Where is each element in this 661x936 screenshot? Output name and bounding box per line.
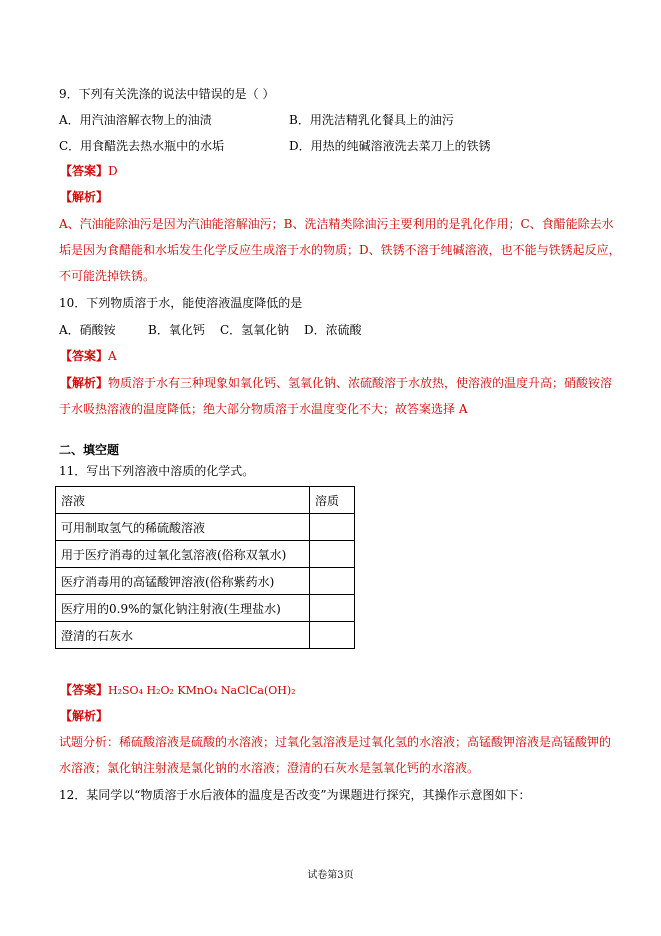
q9-answer — [60, 163, 118, 179]
q9-option-d: D．用热的纯碱溶液洗去菜刀上的铁锈 — [289, 139, 491, 153]
answer-cell — [310, 514, 355, 541]
q9-option-a: A．用汽油溶解衣物上的油渍 — [59, 113, 212, 127]
answer-label: 【答案】 — [60, 683, 109, 697]
cell: 医疗消毒用的高锰酸钾溶液(俗称紫药水) — [56, 568, 310, 595]
q9-option-c: C．用食醋洗去热水瓶中的水垢 — [59, 139, 225, 153]
q10-option-a: A．硝酸铵 — [59, 323, 116, 337]
q9-analysis-line: 不可能洗掉铁锈。 — [59, 269, 156, 283]
q11-answer — [60, 682, 296, 699]
answer-cell — [310, 595, 355, 622]
table-row — [56, 595, 355, 622]
table-header-row — [56, 487, 355, 514]
q9-option-b: B．用洗洁精乳化餐具上的油污 — [289, 113, 454, 127]
answer-value: D — [108, 164, 118, 178]
q9-stem: 9．下列有关洗涤的说法中错误的是（ ） — [59, 87, 275, 101]
q10-answer — [60, 348, 117, 364]
q10-analysis — [60, 375, 612, 391]
q9-analysis-line: 垢是因为食醋能和水垢发生化学反应生成溶于水的物质；D、铁锈不溶于纯碱溶液，也不能与铁锈起反应， — [59, 243, 621, 257]
answer-label: 【答案】 — [60, 164, 109, 178]
table-row — [56, 568, 355, 595]
answer-cell — [310, 622, 355, 649]
q11-stem: 11．写出下列溶液中溶质的化学式。 — [59, 464, 255, 478]
section-title: 二、填空题 — [59, 443, 120, 457]
answer-value: H₂SO₄ H₂O₂ KMnO₄ NaClCa(OH)₂ — [108, 684, 296, 697]
q11-analysis-label: 【解析】 — [60, 709, 109, 723]
q10-option-d: D．浓硫酸 — [304, 323, 362, 337]
table-row — [56, 541, 355, 568]
analysis-label: 【解析】 — [60, 376, 109, 390]
q11-table — [55, 486, 355, 649]
answer-value: A — [108, 349, 117, 363]
answer-cell — [310, 541, 355, 568]
answer-cell — [310, 568, 355, 595]
q11-analysis-line: 水溶液；氯化钠注射液是氯化钠的水溶液；澄清的石灰水是氢氧化钙的水溶液。 — [59, 761, 480, 775]
q12-stem: 12．某同学以“物质溶于水后液体的温度是否改变”为课题进行探究，其操作示意图如下： — [59, 788, 531, 802]
answer-label: 【答案】 — [60, 349, 109, 363]
q10-option-b: B．氧化钙 — [148, 323, 205, 337]
q10-option-c: C．氢氧化钠 — [220, 323, 290, 337]
q9-analysis-line: A、汽油能除油污是因为汽油能溶解油污；B、洗洁精类除油污主要利用的是乳化作用；C、食醋能除去水 — [59, 217, 614, 231]
header-cell: 溶液 — [56, 487, 310, 514]
analysis-line: 物质溶于水有三种现象如氧化钙、氢氧化钠、浓硫酸溶于水放热，使溶液的温度升高；硝酸铵溶 — [108, 376, 613, 390]
q10-analysis-line: 于水吸热溶液的温度降低；绝大部分物质溶于水温度变化不大；故答案选择 A — [59, 402, 468, 416]
q10-stem: 10．下列物质溶于水，能使溶液温度降低的是 — [59, 296, 303, 310]
q9-analysis-label: 【解析】 — [60, 190, 109, 204]
cell: 可用制取氢气的稀硫酸溶液 — [56, 514, 310, 541]
table-row — [56, 622, 355, 649]
cell: 医疗用的0.9%的氯化钠注射液(生理盐水) — [56, 595, 310, 622]
q11-analysis-line: 试题分析：稀硫酸溶液是硫酸的水溶液；过氧化氢溶液是过氧化氢的水溶液；高锰酸钾溶液是高锰酸钾的 — [59, 735, 612, 749]
header-cell: 溶质 — [310, 487, 355, 514]
page-footer: 试卷第3页 — [307, 870, 354, 881]
table-row — [56, 514, 355, 541]
cell: 用于医疗消毒的过氧化氢溶液(俗称双氧水) — [56, 541, 310, 568]
cell: 澄清的石灰水 — [56, 622, 310, 649]
